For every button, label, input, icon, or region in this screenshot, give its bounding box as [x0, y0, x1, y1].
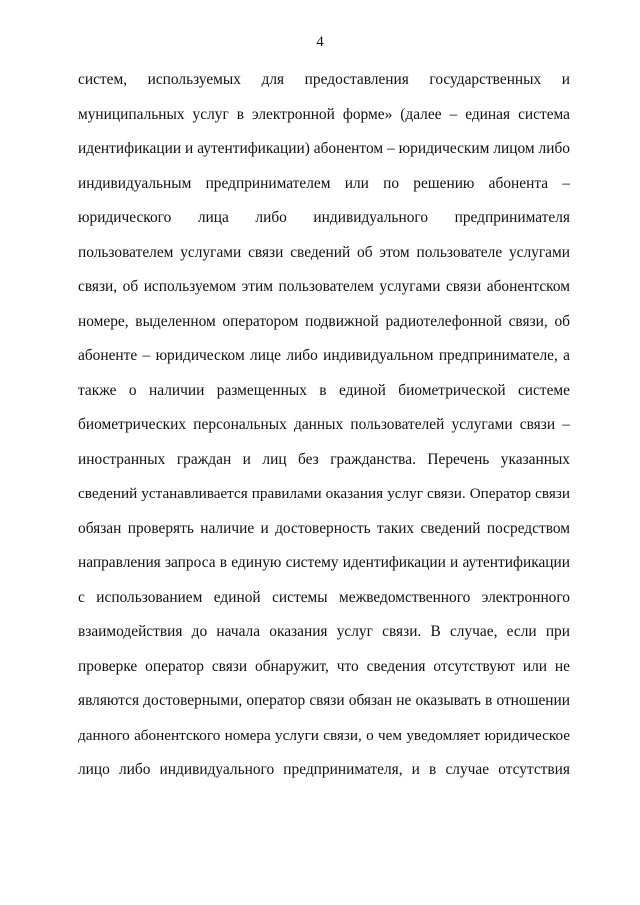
- body-text: [78, 63, 570, 788]
- text-line: сведений устанавливается правилами оказания услуг связи. Оператор связи: [78, 485, 570, 502]
- text-line: биометрических персональных данных пользователей услугами связи –: [78, 416, 570, 433]
- text-line: лицо либо индивидуального предпринимателя, и в случае отсутствия: [78, 761, 570, 778]
- text-line: взаимодействия до начала оказания услуг связи. В случае, если при: [78, 623, 570, 640]
- text-line: юридического лица либо индивидуального предпринимателя: [78, 209, 570, 226]
- text-line: идентификации и аутентификации) абонентом – юридическим лицом либо: [78, 140, 570, 157]
- text-line: связи, об используемом этим пользователем услугами связи абонентском: [78, 278, 570, 295]
- text-line: также о наличии размещенных в единой биометрической системе: [78, 381, 570, 399]
- text-line: иностранных граждан и лиц без гражданства. Перечень указанных: [78, 450, 570, 468]
- text-line: данного абонентского номера услуги связи, о чем уведомляет юридическое: [78, 726, 570, 744]
- text-line: абоненте – юридическом лице либо индивидуальном предпринимателе, а: [78, 347, 570, 364]
- text-line: пользователем услугами связи сведений об этом пользователе услугами: [78, 243, 570, 261]
- text-line: номере, выделенном оператором подвижной радиотелефонной связи, об: [78, 312, 570, 330]
- text-line: муниципальных услуг в электронной форме» (далее – единая система: [78, 105, 570, 123]
- text-line: направления запроса в единую систему идентификации и аутентификации: [78, 554, 570, 571]
- text-line: систем, используемых для предоставления государственных и: [78, 71, 570, 88]
- text-line: обязан проверять наличие и достоверность таких сведений посредством: [78, 519, 570, 537]
- text-line: с использованием единой системы межведомственного электронного: [78, 588, 570, 606]
- text-line: проверке оператор связи обнаружит, что сведения отсутствуют или не: [78, 657, 570, 675]
- text-line: индивидуальным предпринимателем или по решению абонента –: [78, 174, 570, 192]
- page-number: 4: [316, 34, 324, 50]
- text-line: являются достоверными, оператор связи обязан не оказывать в отношении: [78, 692, 570, 709]
